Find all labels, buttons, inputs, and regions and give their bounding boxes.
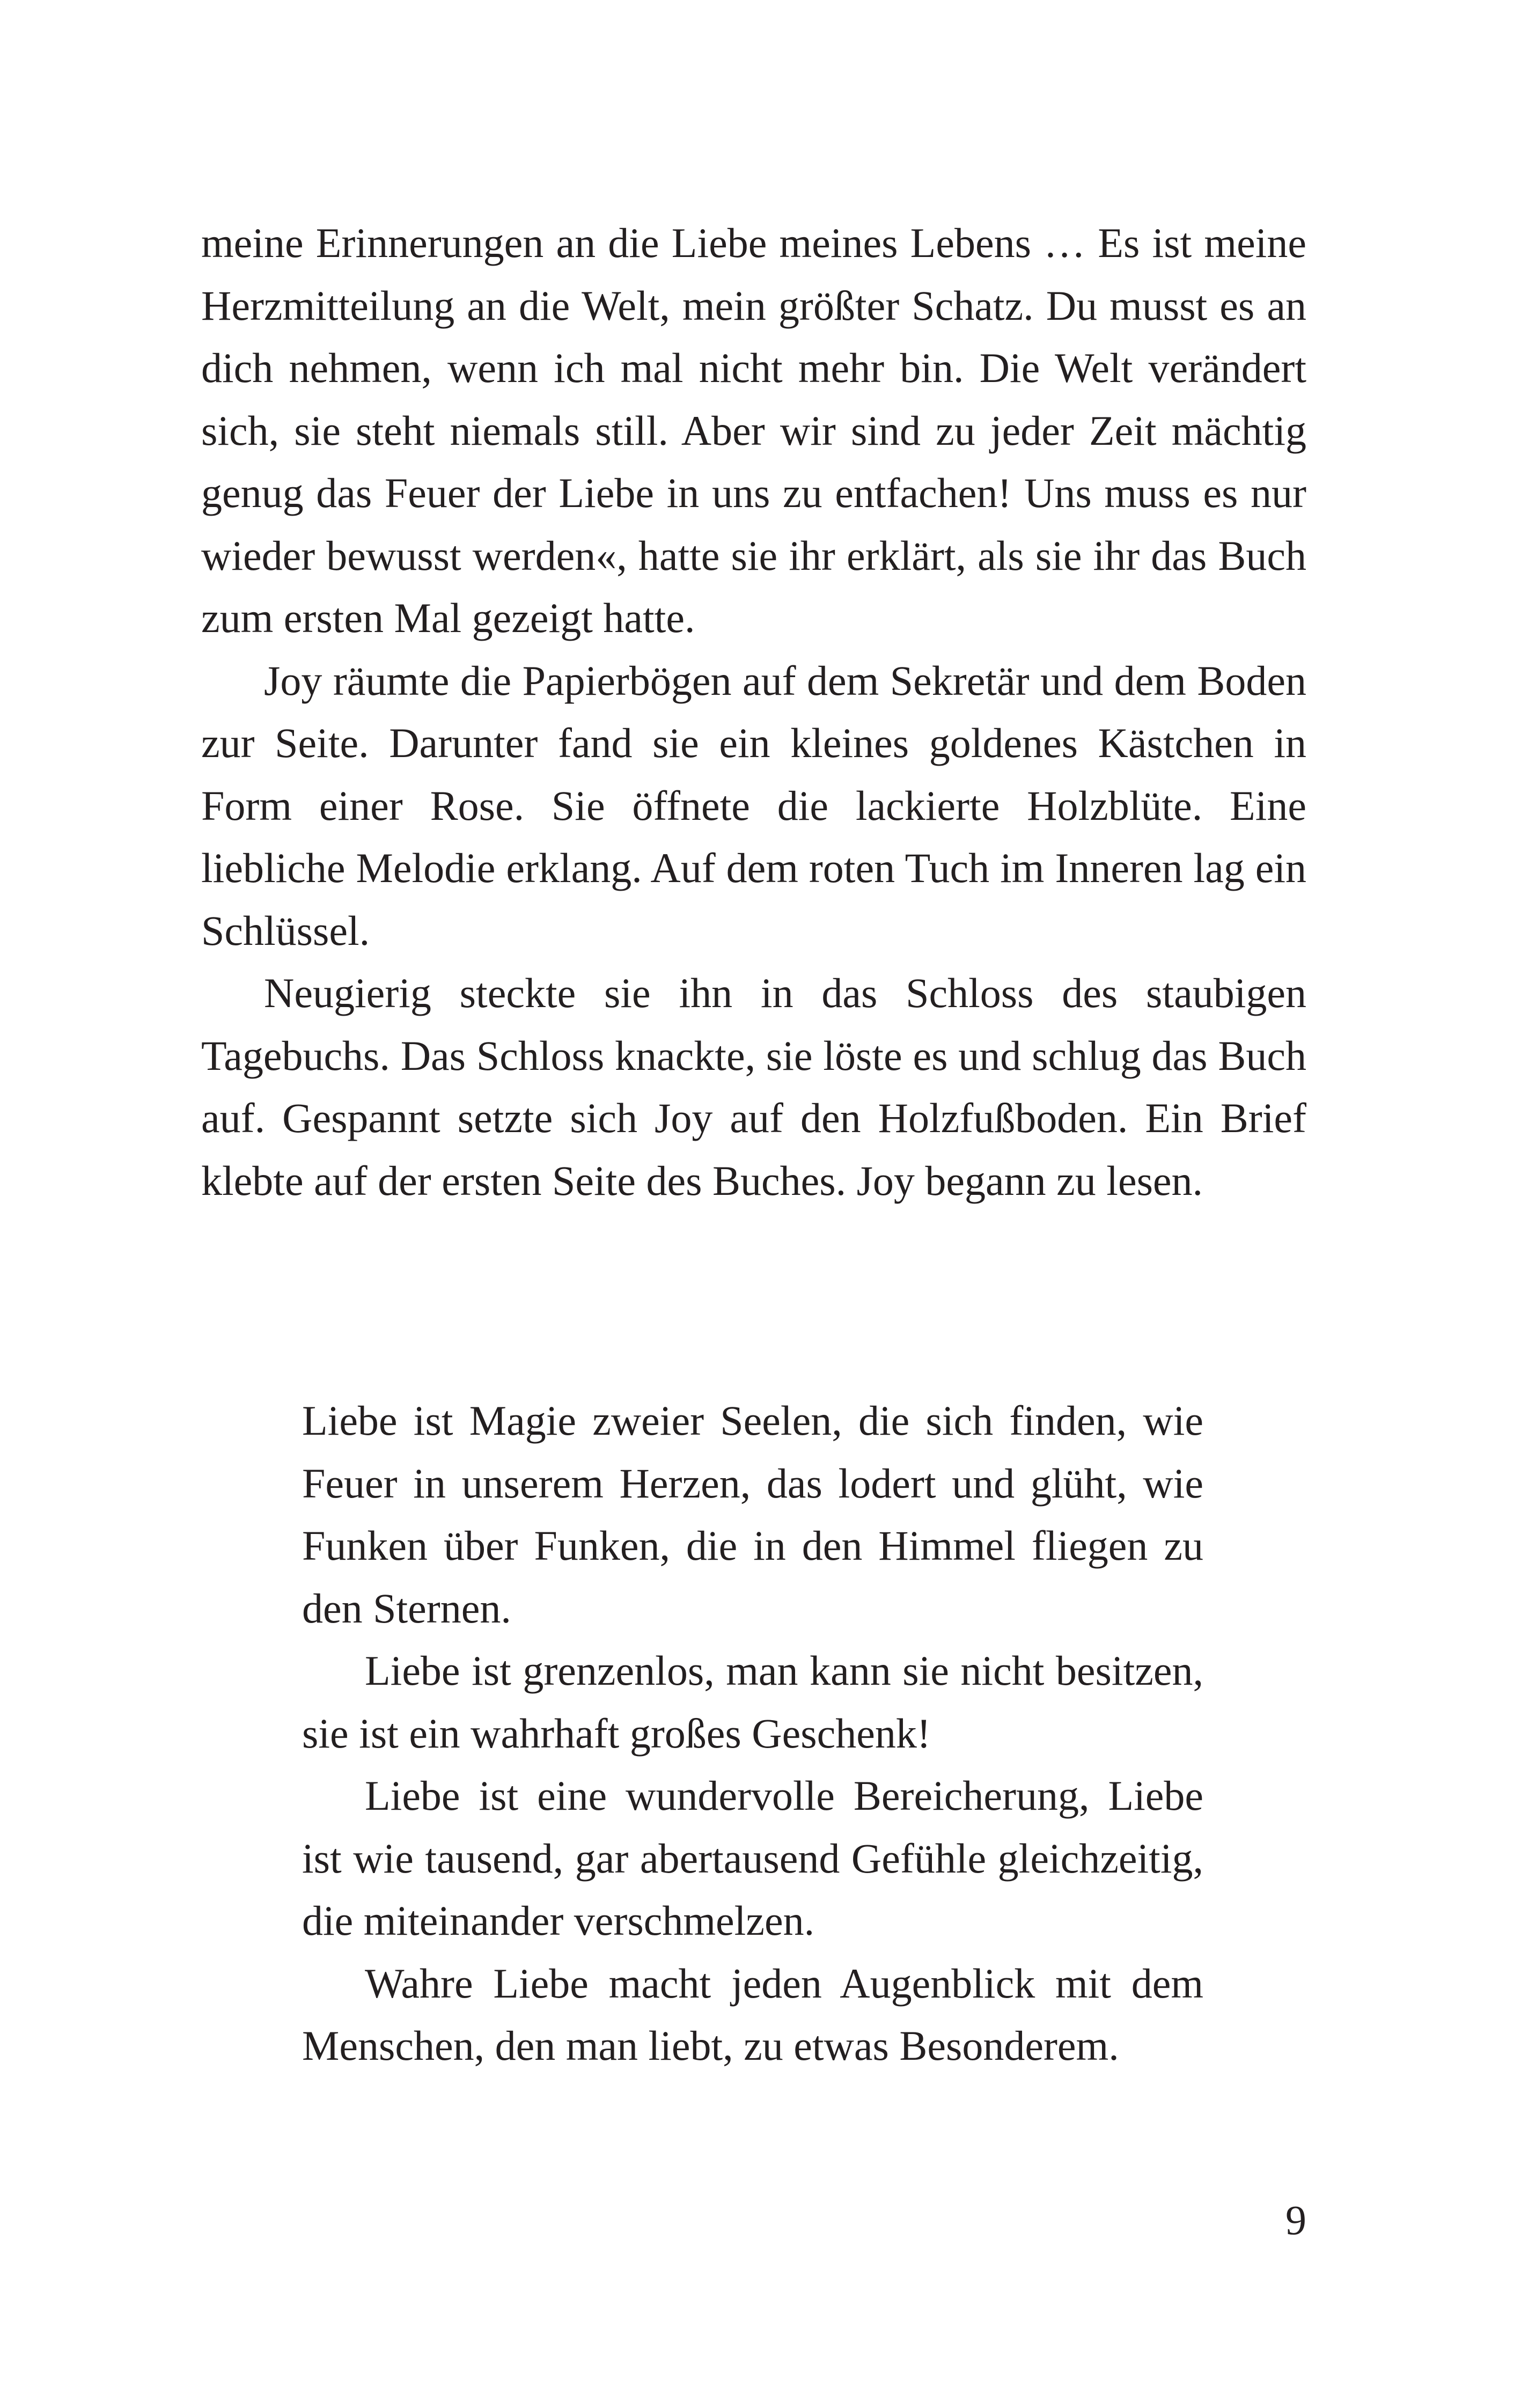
page-number: 9 (1285, 2197, 1306, 2243)
letter-paragraph-4: Wahre Liebe macht jeden Augenblick mit dem Menschen, den man liebt, zu etwas Besonderem. (302, 1959, 1203, 2069)
paragraph-3: Neugierig steckte sie ihn in das Schloss des staubigen Tagebuchs. Das Schloss knackte, sie löste es und schlug das Buch auf. Gespannt setzte sich Joy auf den Holzfußboden. Ein Brief klebte auf der ersten Seite des Buches. Joy begann zu lesen. (201, 970, 1306, 1204)
main-text-block (201, 212, 1306, 1212)
letter-paragraph-2: Liebe ist grenzenlos, man kann sie nicht besitzen, sie ist ein wahrhaft großes Geschenk! (302, 1647, 1203, 1757)
letter-paragraph-3: Liebe ist eine wundervolle Bereicherung, Liebe ist wie tausend, gar abertausend Gefühle gleichzeitig, die miteinander verschmelzen. (302, 1772, 1203, 1944)
paragraph-2: Joy räumte die Papierbögen auf dem Sekretär und dem Boden zur Seite. Darunter fand sie ein kleines goldenes Kästchen in Form einer Rose. Sie öffnete die lackierte Holzblüte. Eine liebliche Melodie erklang. Auf dem roten Tuch im Inneren lag ein Schlüssel. (201, 657, 1306, 954)
letter-paragraph-1: Liebe ist Magie zweier Seelen, die sich finden, wie Feuer in unserem Herzen, das lodert und glüht, wie Funken über Funken, die in den Himmel fliegen zu den Sternen. (302, 1397, 1203, 1632)
letter-block (302, 1390, 1203, 2077)
paragraph-1: meine Erinnerungen an die Liebe meines Lebens … Es ist meine Herzmitteilung an die Welt, mein größter Schatz. Du musst es an dich nehmen, wenn ich mal nicht mehr bin. Die Welt verändert sich, sie steht niemals still. Aber wir sind zu jeder Zeit mächtig genug das Feuer der Liebe in uns zu entfachen! Uns muss es nur wieder bewusst werden«, hatte sie ihr erklärt, als sie ihr das Buch zum ersten Mal gezeigt hatte. (201, 219, 1306, 641)
